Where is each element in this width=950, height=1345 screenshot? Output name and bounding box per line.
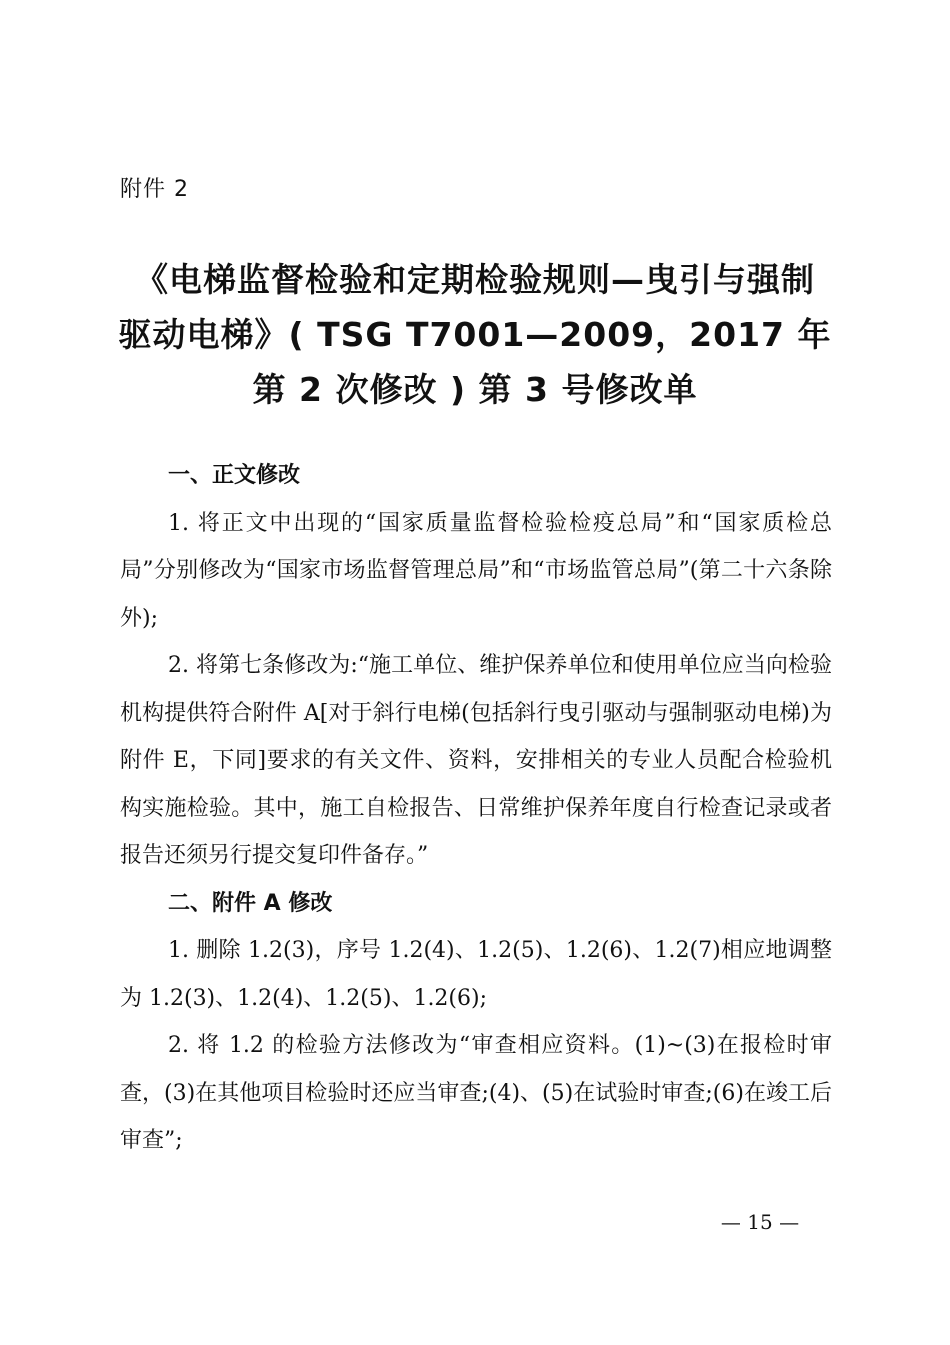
page-number: — 15 — [720, 1210, 800, 1234]
attachment-label: 附件 2 [120, 177, 189, 202]
section-2-item-2: 2. 将 1.2 的检验方法修改为“审查相应资料。(1)~(3)在报检时审查，(3)在其他项目检验时还应当审查;(4)、(5)在试验时审查;(6)在竣工后审查”; [120, 1033, 832, 1153]
document-body [120, 452, 832, 1165]
title-line-3: 第 2 次修改 ) 第 3 号修改单 [252, 370, 698, 409]
title-line-2: 驱动电梯》( TSG T7001—2009，2017 年 [118, 315, 832, 354]
section-1-heading: 一、正文修改 [168, 463, 301, 488]
section-1-item-2: 2. 将第七条修改为:“施工单位、维护保养单位和使用单位应当向检验机构提供符合附件 A[对于斜行电梯(包括斜行曳引驱动与强制驱动电梯)为附件 E，下同]要求的有关文件、资料，安排相关的专业人员配合检验机构实施检验。其中，施工自检报告、日常维护保养年度自行检查记录或者报告还须另行提交复印件备存。” [120, 653, 832, 868]
section-2-item-1: 1. 删除 1.2(3)，序号 1.2(4)、1.2(5)、1.2(6)、1.2(7)相应地调整为 1.2(3)、1.2(4)、1.2(5)、1.2(6); [120, 938, 832, 1011]
section-2-heading: 二、附件 A 修改 [168, 890, 333, 916]
section-1-item-1: 1. 将正文中出现的“国家质量监督检验检疫总局”和“国家质检总局”分别修改为“国家市场监督管理总局”和“市场监管总局”(第二十六条除外); [120, 510, 832, 631]
document-title [80, 252, 870, 417]
title-line-1: 《电梯监督检验和定期检验规则—曳引与强制 [135, 260, 815, 299]
